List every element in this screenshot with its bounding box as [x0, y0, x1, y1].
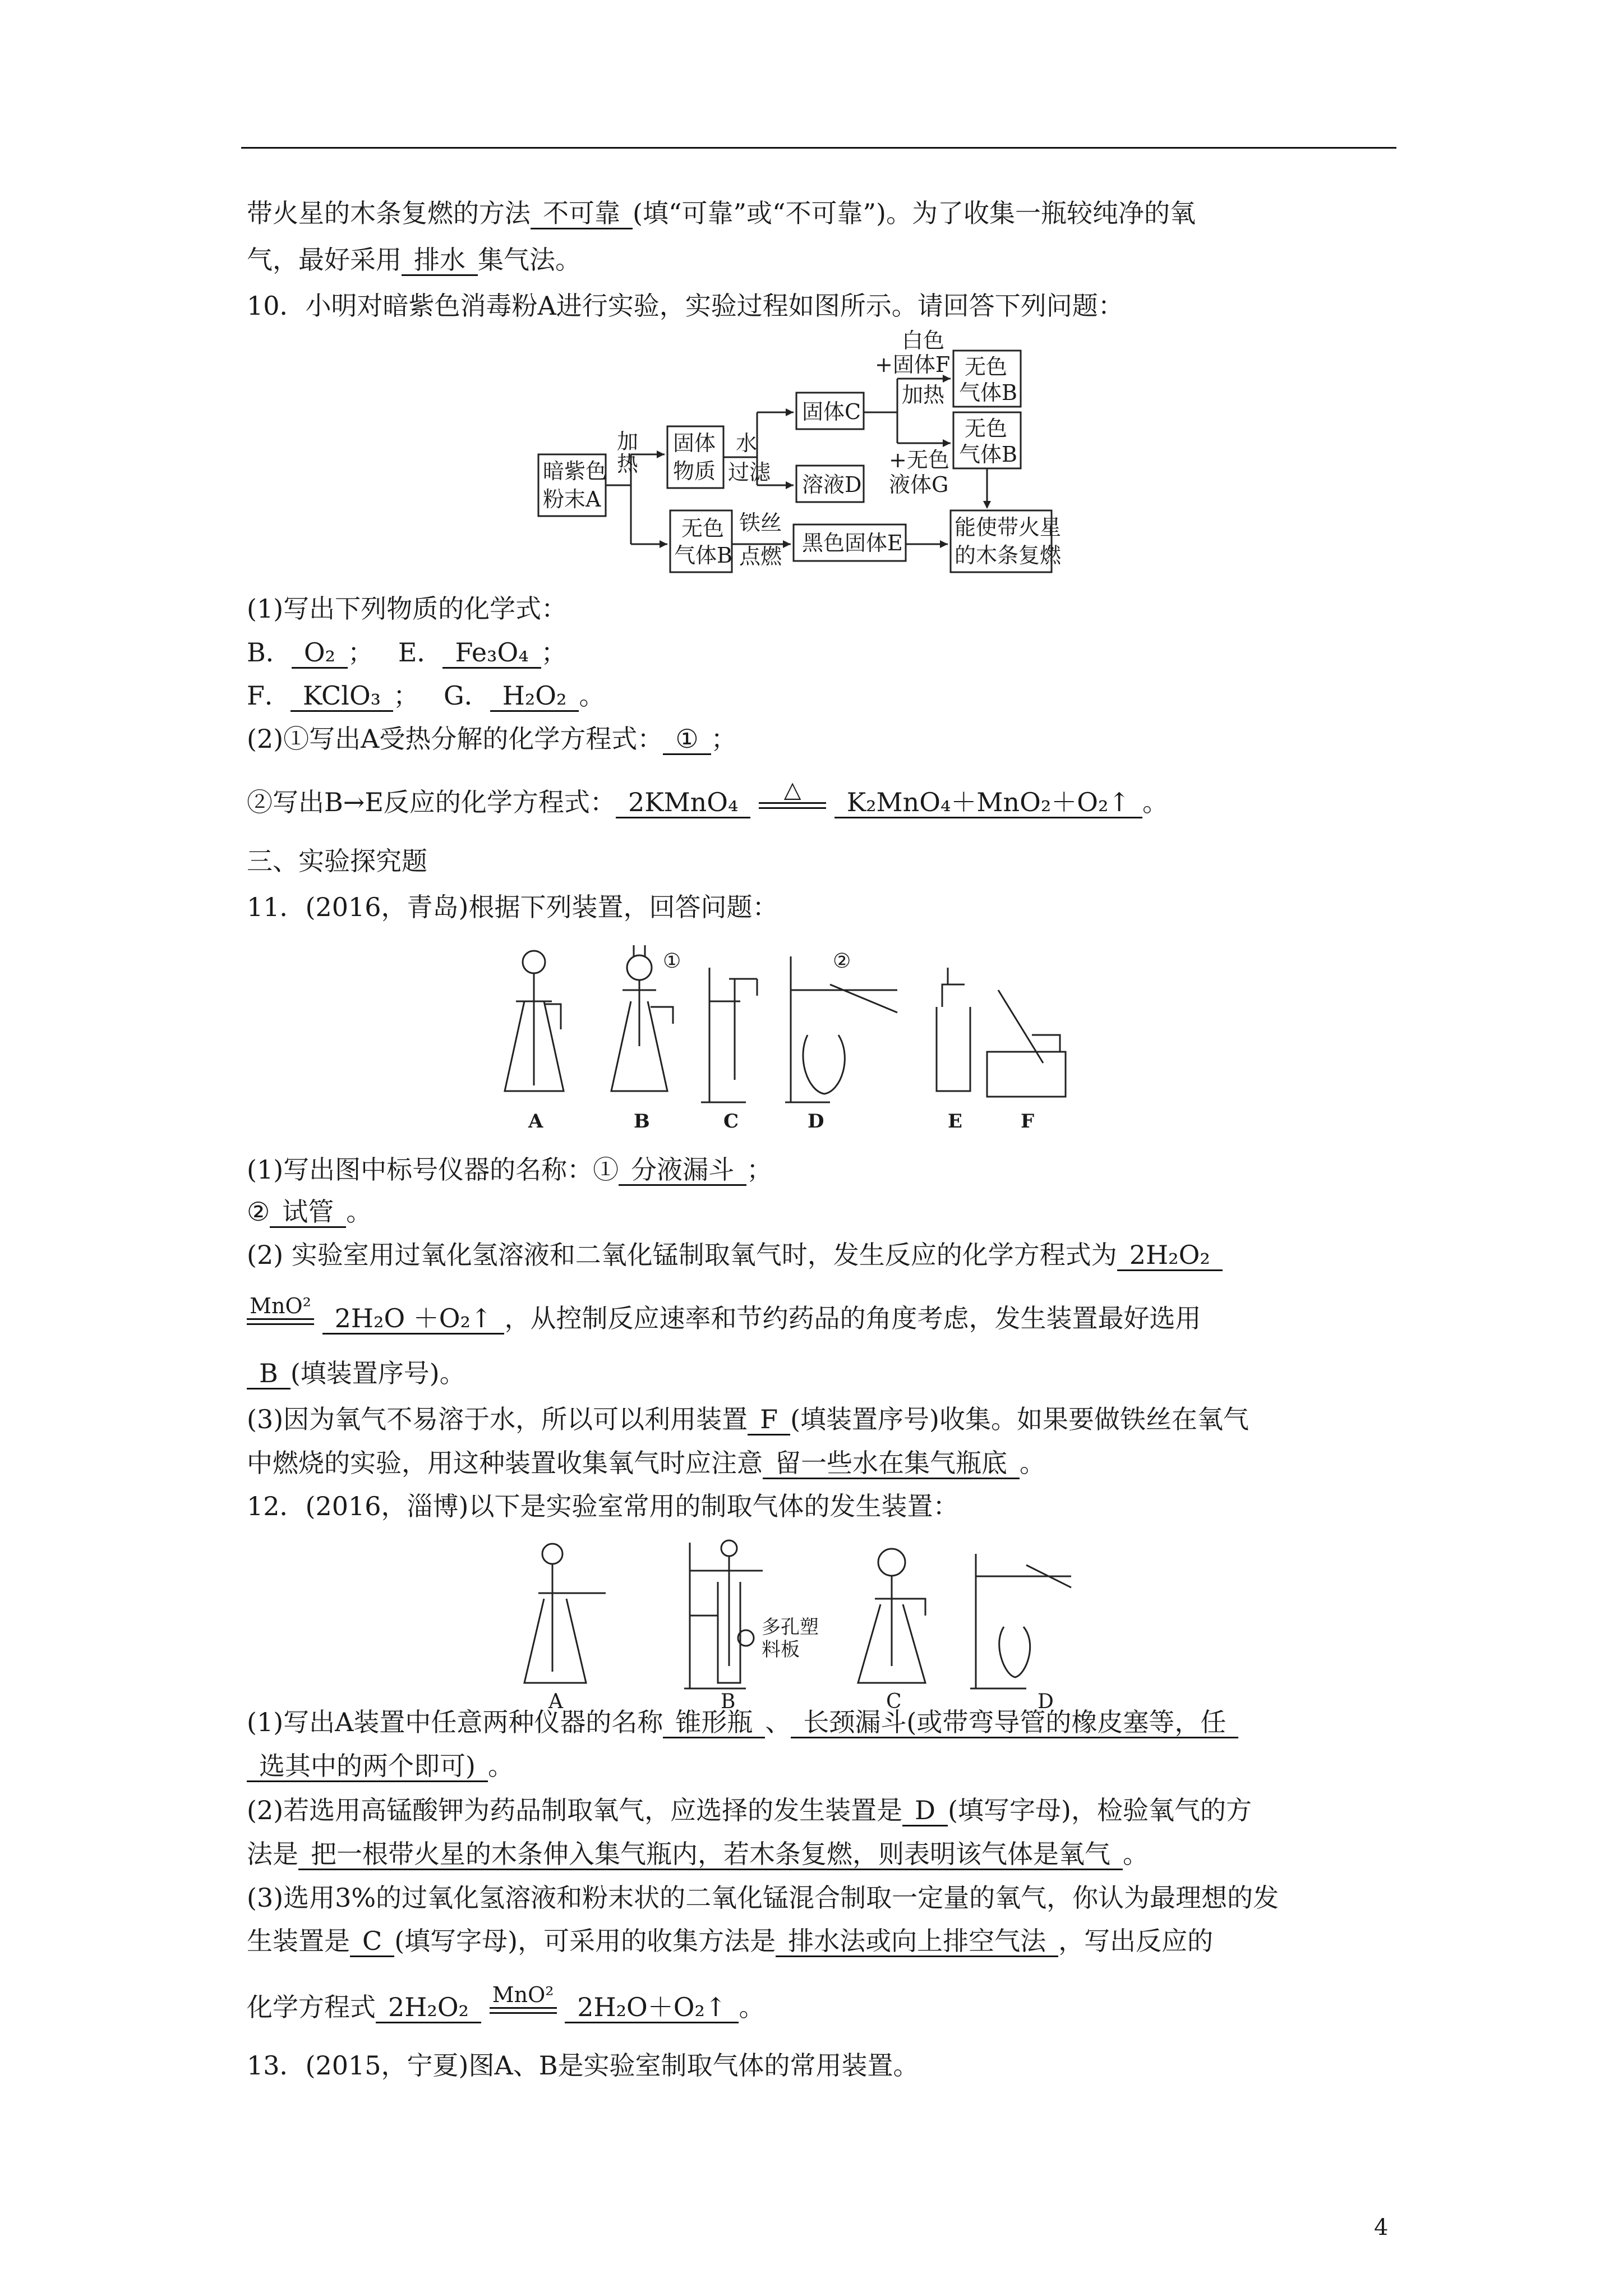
q10-fg	[247, 679, 605, 712]
box-d-label: 溶液D	[802, 472, 862, 497]
heat-label-3: 加热	[902, 383, 945, 407]
text: ；	[711, 724, 737, 754]
gasb-label: 无色	[965, 355, 1008, 379]
gasb-label-3: 无色	[965, 416, 1008, 441]
text: 。	[487, 1751, 514, 1781]
reaction-condition	[759, 777, 826, 809]
text: (填写字母)，检验氧气的方	[948, 1795, 1252, 1825]
filter-label: 过滤	[728, 460, 771, 485]
text: 集气法。	[478, 245, 581, 275]
answer-blank: 分液漏斗	[619, 1155, 746, 1186]
box-a-label: 暗紫色	[543, 459, 607, 484]
answer-blank: 排水法或向上排空气法	[776, 1926, 1058, 1957]
answer-blank: ①	[663, 724, 711, 755]
text: (填装置序号)。	[290, 1358, 465, 1388]
relight-label-2: 的木条复燃	[955, 543, 1062, 568]
answer-blank: 留一些水在集气瓶底	[763, 1448, 1020, 1479]
text: 、	[765, 1707, 791, 1737]
text: B．	[247, 637, 292, 668]
q11-p2-c	[247, 1356, 465, 1390]
answer-blank: D	[902, 1796, 948, 1826]
q11-p1b	[247, 1195, 372, 1228]
header-rule	[241, 147, 1396, 149]
answer-blank: 选其中的两个即可)	[247, 1751, 488, 1782]
mark-1: ①	[663, 950, 681, 973]
answer-blank: B	[247, 1359, 291, 1389]
text: (1)写出A装置中任意两种仪器的名称	[247, 1707, 663, 1737]
q12-p3: (3)选用3%的过氧化氢溶液和粉末状的二氧化锰混合制取一定量的氧气，你认为最理想的发	[247, 1883, 1279, 1913]
answer-blank: Fe₃O₄	[442, 638, 541, 669]
q11-apparatus-figure	[494, 934, 1127, 1133]
colorless-label: +无色	[889, 448, 949, 472]
text: ②	[247, 1197, 270, 1227]
q13-stem: 13．(2015，宁夏)图A、B是实验室制取气体的常用装置。	[247, 2050, 919, 2081]
q10-flow-diagram	[527, 328, 1155, 575]
text: (2)①写出A受热分解的化学方程式：	[247, 724, 663, 754]
text: 。	[1020, 1448, 1045, 1478]
q11-p2	[247, 1238, 1223, 1272]
reaction-condition	[247, 1294, 314, 1325]
label-d: D	[1038, 1690, 1054, 1713]
text: (2) 实验室用过氧化氢溶液和二氧化锰制取氧气时，发生反应的化学方程式为	[247, 1240, 1117, 1270]
heat-label: 加	[617, 429, 639, 454]
q9-line-1	[247, 196, 1196, 230]
label-d: D	[808, 1110, 824, 1133]
q11-p3-c	[247, 1446, 1045, 1480]
answer-blank: 不可靠	[531, 199, 633, 229]
text: ，写出反应的	[1058, 1926, 1214, 1956]
text: ；	[746, 1154, 773, 1185]
q12-apparatus-figure	[522, 1531, 1116, 1717]
equal-sign	[490, 2007, 557, 2014]
box-a-label-2: 粉末A	[543, 487, 601, 512]
text: (3)因为氧气不易溶于水，所以可以利用装置	[247, 1404, 748, 1434]
q12-p3-eq	[247, 1982, 765, 2025]
text: G．	[444, 680, 490, 711]
answer-blank: KClO₃	[291, 681, 393, 712]
text: E．	[398, 637, 443, 668]
label-c: C	[886, 1690, 902, 1713]
q11-p1	[247, 1153, 772, 1186]
page-number: 4	[1374, 2215, 1389, 2240]
answer-blank: O₂	[292, 638, 348, 669]
text: ；	[541, 637, 567, 668]
gasb-label-2: 气体B	[959, 380, 1017, 405]
text: ，从控制反应速率和节约药品的角度考虑，发生装置最好选用	[504, 1303, 1201, 1333]
liquid-g-label: 液体G	[889, 472, 949, 497]
text: 中燃烧的实验，用这种装置收集氧气时应注意	[247, 1448, 763, 1478]
label-e: E	[948, 1110, 962, 1133]
q10-p2	[247, 722, 737, 756]
label-b: B	[634, 1110, 650, 1133]
text: ；	[393, 680, 419, 711]
label-c: C	[723, 1110, 739, 1133]
q12-p3-b	[247, 1924, 1213, 1958]
q12-p1-cont	[247, 1749, 514, 1783]
answer-blank: 2H₂O₂	[376, 1993, 481, 2023]
box-e-label: 黑色固体E	[802, 531, 903, 555]
answer-blank: 排水	[402, 245, 478, 276]
label-b: B	[721, 1690, 736, 1713]
mark-2: ②	[833, 950, 851, 973]
label-a: A	[548, 1690, 563, 1713]
box-c-label: 固体C	[802, 399, 861, 424]
q10-p3	[247, 777, 1168, 820]
gasb-label-5: 无色	[681, 516, 725, 541]
solid-label: 固体	[673, 431, 716, 455]
text: 生装置是	[247, 1926, 350, 1956]
answer-blank: 长颈漏斗(或带弯导管的橡皮塞等，任	[791, 1708, 1238, 1738]
q11-p2-eq	[247, 1294, 1201, 1336]
q10-be	[247, 636, 567, 669]
answer-blank: 试管	[270, 1197, 346, 1228]
text: (填写字母)，可采用的收集方法是	[394, 1926, 776, 1956]
answer-blank: C	[350, 1926, 394, 1957]
answer-blank: 把一根带火星的木条伸入集气瓶内，若木条复燃，则表明该气体是氧气	[298, 1839, 1123, 1870]
answer-blank: K₂MnO₄＋MnO₂＋O₂↑	[834, 788, 1142, 818]
answer-blank: H₂O₂	[490, 681, 579, 712]
q11-stem: 11．(2016，青岛)根据下列装置，回答问题：	[247, 892, 778, 922]
text: 气，最好采用	[247, 245, 402, 275]
text: 法是	[247, 1839, 298, 1869]
text: (填装置序号)收集。如果要做铁丝在氧气	[790, 1404, 1249, 1434]
label-a: A	[528, 1110, 543, 1133]
text: 。	[1123, 1839, 1149, 1869]
text: ②写出B→E反应的化学方程式：	[247, 787, 616, 817]
answer-blank: 2H₂O＋O₂↑	[565, 1993, 739, 2023]
answer-blank: 2H₂O ＋O₂↑	[322, 1304, 505, 1335]
answer-blank: 锥形瓶	[663, 1708, 765, 1738]
q12-p1	[247, 1705, 1238, 1739]
q12-p2	[247, 1793, 1252, 1827]
condition-text: MnO²	[492, 1982, 554, 2007]
reaction-condition	[490, 1982, 557, 2014]
solid-f-label: +固体F	[875, 352, 951, 377]
q10-stem: 10．小明对暗紫色消毒粉A进行实验，实验过程如图所示。请回答下列问题：	[247, 291, 1124, 321]
answer-blank: F	[748, 1405, 790, 1435]
white-label: 白色	[902, 328, 945, 353]
answer-blank: 2H₂O₂	[1117, 1240, 1223, 1271]
condition-text: △	[783, 777, 801, 803]
equal-sign	[247, 1318, 314, 1325]
label-f: F	[1021, 1110, 1035, 1133]
text: 带火星的木条复燃的方法	[247, 198, 531, 228]
text: 。	[739, 1992, 765, 2022]
condition-text: MnO²	[250, 1294, 311, 1318]
solid-label-2: 物质	[673, 459, 716, 484]
q12-p2-cont	[247, 1837, 1149, 1871]
text: ；	[347, 637, 374, 668]
iron-label: 铁丝	[739, 510, 782, 535]
relight-label: 能使带火星	[955, 515, 1062, 540]
q9-line-2	[247, 243, 581, 277]
equal-sign	[759, 802, 826, 809]
q11-p3	[247, 1402, 1249, 1436]
text: (2)若选用高锰酸钾为药品制取氧气，应选择的发生装置是	[247, 1795, 903, 1825]
section-title: 三、实验探究题	[247, 846, 427, 876]
plate-label: 多孔塑	[762, 1616, 819, 1639]
q12-stem: 12．(2016，淄博)以下是实验室常用的制取气体的发生装置：	[247, 1491, 959, 1521]
heat-label-2: 热	[617, 452, 639, 476]
water-label: 水	[736, 431, 758, 455]
text: 。	[579, 680, 605, 711]
text: F．	[247, 680, 291, 711]
text: 。	[1142, 787, 1168, 817]
text: 化学方程式	[247, 1992, 376, 2022]
text: (1)写出图中标号仪器的名称：①	[247, 1154, 619, 1185]
text: 。	[346, 1197, 372, 1227]
text: (填“可靠”或“不可靠”)。为了收集一瓶较纯净的氧	[633, 198, 1196, 228]
plate-label-2: 料板	[762, 1639, 800, 1661]
answer-blank: 2KMnO₄	[616, 788, 751, 818]
ignite-label: 点燃	[739, 544, 782, 569]
gasb-label-6: 气体B	[674, 543, 732, 568]
q10-p1: (1)写出下列物质的化学式：	[247, 593, 568, 624]
gasb-label-4: 气体B	[959, 442, 1017, 467]
